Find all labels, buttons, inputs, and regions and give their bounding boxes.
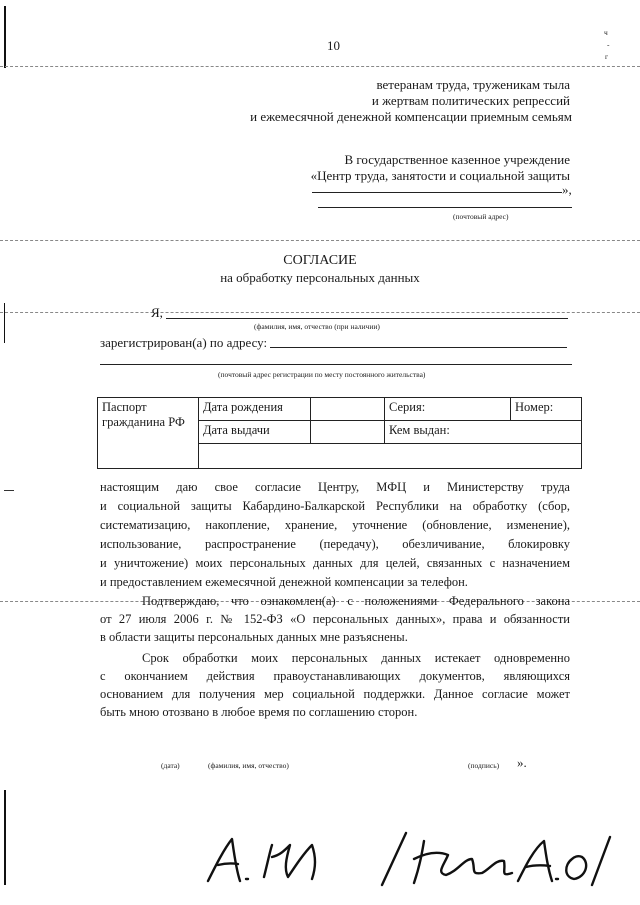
handwritten-signature	[200, 815, 620, 895]
fio-signature-caption: (фамилия, имя, отчество)	[208, 761, 289, 770]
postal-caption: (почтовый адрес)	[453, 212, 509, 221]
term-line-2: с окончанием действия правоустанавливающих документов, являющихся	[100, 669, 570, 683]
page-number: 10	[327, 38, 340, 53]
consent-line-4: использование, распространение (передачу), обезличивание, блокировку	[100, 537, 570, 551]
header-line-1: ветеранам труда, труженикам тыла	[376, 77, 570, 92]
document-subtitle: на обработку персональных данных	[220, 270, 420, 285]
i-label: Я,	[151, 305, 163, 320]
consent-line-1: настоящим даю свое согласие Центру, МФЦ и Министерству труда	[100, 480, 570, 494]
confirm-line-2: от 27 июля 2006 г. № 152-ФЗ «О персональных данных», права и обязанности	[100, 612, 570, 626]
birth-date-value	[311, 398, 385, 421]
binding-bar-mid	[4, 303, 5, 343]
margin-mark-1: ч	[604, 28, 608, 37]
passport-label-line-1: Паспорт	[102, 400, 147, 414]
term-line-4: быть мною отозвано в любое время по соглашению сторон.	[100, 705, 418, 719]
registered-label: зарегистрирован(а) по адресу:	[100, 335, 268, 350]
fio-caption: (фамилия, имя, отчество (при наличии)	[254, 322, 380, 331]
fio-line	[166, 318, 568, 319]
margin-tick	[4, 490, 14, 491]
closing-quote: ».	[517, 755, 527, 770]
addressee-line-1: В государственное казенное учреждение	[344, 152, 570, 167]
registration-caption: (почтовый адрес регистрации по месту постоянного жительства)	[218, 370, 426, 379]
margin-mark-2: -	[607, 40, 610, 49]
addressee-blank-line	[312, 192, 562, 193]
addressee-line-3-end: »,	[562, 182, 572, 197]
passport-table	[97, 397, 582, 469]
passport-label-line-2: гражданина РФ	[102, 415, 185, 429]
header-line-3: и ежемесячной денежной компенсации приемным семьям	[250, 109, 572, 124]
term-line-1: Срок обработки моих персональных данных истекает одновременно	[142, 651, 570, 665]
margin-mark-3: г	[605, 52, 609, 61]
consent-line-6: и предоставлением ежемесячной денежной компенсации за телефон.	[100, 575, 468, 589]
confirm-line-3: в области защиты персональных данных мне разъяснены.	[100, 630, 408, 644]
consent-line-5: и уничтожение) моих персональных данных для целей, связанных с назначением	[100, 556, 570, 570]
term-line-3: основанием для получения мер социальной поддержки. Данное согласие может	[100, 687, 570, 701]
binding-bar-top	[4, 6, 6, 68]
fold-line-lower	[0, 312, 640, 313]
header-line-2: и жертвам политических репрессий	[371, 93, 570, 108]
issued-by-value	[199, 444, 582, 469]
number-label: Номер:	[511, 398, 582, 421]
postal-address-line	[318, 207, 572, 208]
registration-line-1	[270, 347, 567, 348]
birth-date-label: Дата рождения	[199, 398, 311, 421]
fold-line-mid	[0, 240, 640, 241]
issue-date-value	[311, 421, 385, 444]
addressee-line-2: «Центр труда, занятости и социальной защиты	[310, 168, 570, 183]
document-title: СОГЛАСИЕ	[283, 253, 357, 268]
issued-by-label: Кем выдан:	[385, 421, 582, 444]
date-caption: (дата)	[161, 761, 180, 770]
consent-line-2: и социальной защиты Кабардино-Балкарской Республики на обработку (сбор,	[100, 499, 570, 513]
series-label: Серия:	[385, 398, 511, 421]
fold-line-top	[0, 66, 640, 67]
confirm-line-1: Подтверждаю, что ознакомлен(а) с положениями Федерального закона	[142, 594, 570, 608]
binding-bar-bottom	[4, 790, 6, 885]
passport-label-cell	[98, 398, 199, 469]
signature-caption: (подпись)	[468, 761, 500, 770]
issue-date-label: Дата выдачи	[199, 421, 311, 444]
consent-line-3: систематизацию, накопление, хранение, уточнение (обновление, изменение),	[100, 518, 570, 532]
registration-line-2	[100, 364, 572, 365]
